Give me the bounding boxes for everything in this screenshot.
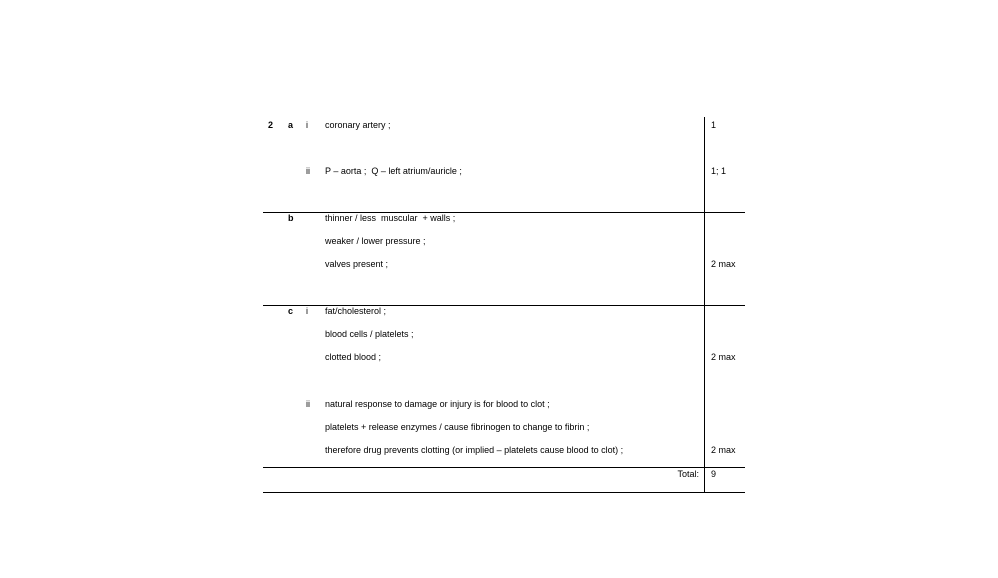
part-c-i-answer-1: fat/cholesterol ;	[325, 306, 387, 316]
total-label: Total:	[677, 469, 699, 479]
part-c-ii-label: ii	[306, 399, 310, 409]
part-c-ii-answer-3: therefore drug prevents clotting (or implied – platelets cause blood to clot) ;	[325, 445, 624, 455]
part-a-i-answer: coronary artery ;	[325, 120, 391, 130]
part-b-answer-2: weaker / lower pressure ;	[325, 236, 426, 246]
part-c-i-label: i	[306, 306, 308, 316]
part-a-i-label: i	[306, 120, 308, 130]
total-top-rule	[263, 467, 745, 468]
question-number: 2	[268, 120, 274, 130]
part-c-i-answer-3: clotted blood ;	[325, 352, 382, 362]
part-b-answer-1: thinner / less muscular + walls ;	[325, 213, 456, 223]
part-c-i-answer-2: blood cells / platelets ;	[325, 329, 414, 339]
part-a-i-marks: 1	[711, 120, 717, 130]
part-c-ii-answer-1: natural response to damage or injury is for blood to clot ;	[325, 399, 550, 409]
part-a-label: a	[288, 120, 294, 130]
part-a-ii-marks: 1; 1	[711, 166, 727, 176]
part-c-ii-answer-2: platelets + release enzymes / cause fibrinogen to change to fibrin ;	[325, 422, 590, 432]
part-b-answer-3: valves present ;	[325, 259, 389, 269]
part-c-ii-marks: 2 max	[711, 445, 736, 455]
part-a-ii-answer: P – aorta ; Q – left atrium/auricle ;	[325, 166, 462, 176]
total-value: 9	[711, 469, 717, 479]
part-b-marks: 2 max	[711, 259, 736, 269]
part-c-i-marks: 2 max	[711, 352, 736, 362]
part-a-ii-label: ii	[306, 166, 310, 176]
part-c-label: c	[288, 306, 294, 316]
total-bottom-rule	[263, 492, 745, 493]
part-b-label: b	[288, 213, 294, 223]
